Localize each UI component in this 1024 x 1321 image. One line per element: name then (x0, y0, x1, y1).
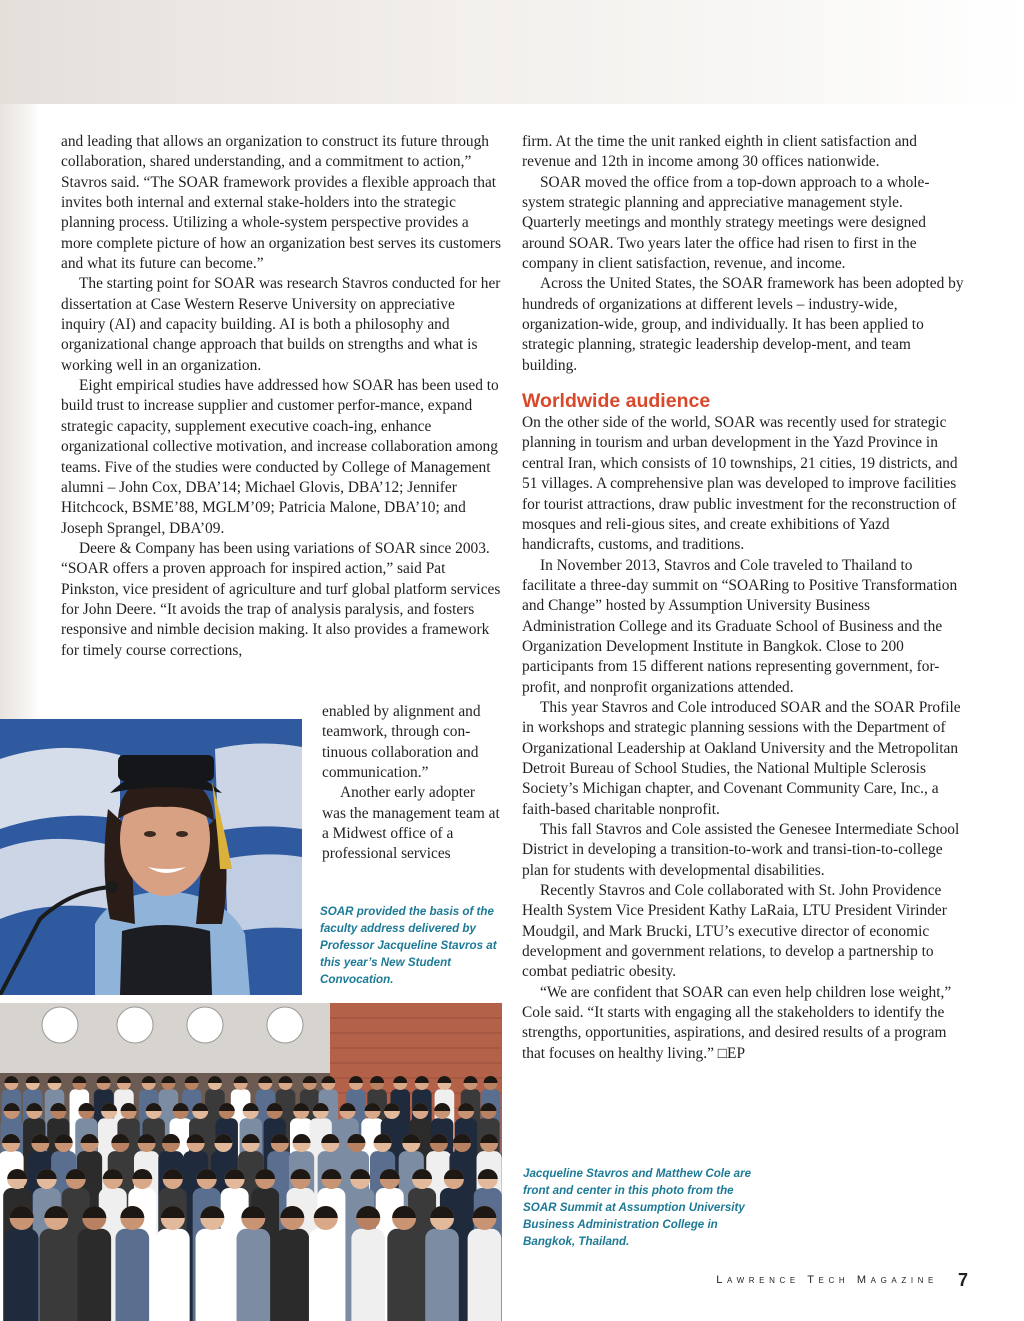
left-narrow-column (322, 702, 502, 865)
paragraph: In November 2013, Stavros and Cole traveled to Thailand to facilitate a three-day summit on “SOARing to Positive Transformation and Change” hosted by Assumption University Business Administration College and its Graduate School of Business and the Organization Development Institute in Bangkok. Close to 200 participants from 15 different nations representing government, for-profit, and nonprofit organizations attended. (522, 556, 958, 696)
paragraph: This year Stavros and Cole introduced SOAR and the SOAR Profile in workshops and strategic planning sessions with the Department of Organizational Leadership at Oakland University and the Metropolitan Detroit Bureau of School Studies, the National Multiple Sclerosis Society’s Michigan chapter, and Covenant Community Care, Inc., a faith-based charitable nonprofit. (522, 698, 961, 818)
magazine-name: Lawrence Tech Magazine (716, 1274, 938, 1286)
crowd-group (0, 1076, 502, 1321)
paragraph: Recently Stavros and Cole collaborated with St. John Providence Health System Vice President Kathy LaRaia, LTU President Virinder Moudgil, and Mark Brucki, LTU’s executive director of economic development and government relations, to develop a partnership to combat pediatric obesity. (522, 882, 947, 981)
page-number: 7 (957, 1269, 968, 1290)
group-photo (0, 1003, 502, 1321)
paragraph: This fall Stavros and Cole assisted the Genesee Intermediate School District in developing a transition-to-work and transi-tion-to-college plan for students with developmental disabilities. (522, 821, 960, 879)
section-subhead: Worldwide audience (522, 390, 711, 413)
paragraph: Another early adopter was the management team at a Midwest office of a professional services (322, 784, 500, 863)
paragraph: enabled by alignment and teamwork, through con-tinuous collaboration and communication.” (322, 703, 481, 782)
page-footer (638, 1270, 968, 1290)
paragraph: On the other side of the world, SOAR was recently used for strategic planning in tourism and urban development in the Yazd Province in central Iran, which consists of 10 townships, 21 cities, 19 districts, and 51 villages. A comprehensive plan was developed to improve facilities for tourist attractions, draw public investment for the reconstruction of mosques and reli-gious sites, and create exhibitions of Yazd handicrafts, customs, and traditions. (522, 414, 958, 554)
right-column (522, 132, 964, 1064)
paragraph: Deere & Company has been using variations of SOAR since 2003. “SOAR offers a proven approach for inspired action,” said Pat Pinkston, vice president of agriculture and turf global platform services for John Deere. “It avoids the trap of analysis paralysis, and fosters responsive and nimble decision making. It also provides a framework for timely course corrections, (61, 539, 501, 659)
photo-caption-1: SOAR provided the basis of the faculty address delivered by Professor Jacqueline Stavros at this year’s New Student Convocation. (320, 905, 497, 986)
left-margin-band (0, 104, 40, 724)
paragraph: The starting point for SOAR was research Stavros conducted for her dissertation at Case Western Reserve University on appreciative inquiry (AI) and capacity building. AI is both a philosophy and organizational change approach that builds on strengths and what is working well in an organization. (61, 275, 501, 374)
photo-caption-2: Jacqueline Stavros and Matthew Cole are front and center in this photo from the SOAR Summit at Assumption University Business Administration College in Bangkok, Thailand. (523, 1167, 752, 1248)
speaker-photo (0, 719, 302, 995)
paragraph: “We are confident that SOAR can even help children lose weight,” Cole said. “It starts with engaging all the stakeholders to identify the strengths, opportunities, aspirations, and desired results of a program that focuses on healthy living.” □EP (522, 983, 952, 1062)
speaker-illustration (0, 719, 302, 995)
group-illustration (0, 1003, 502, 1321)
paragraph: SOAR moved the office from a top-down approach to a whole-system strategic planning and appreciative management style. Quarterly meetings and monthly strategy meetings were designed around SOAR. Two years later the office had risen to first in the company in client satisfaction, revenue, and income. (522, 173, 930, 273)
paragraph: firm. At the time the unit ranked eighth in client satisfaction and revenue and 12th in income among 30 offices nationwide. (522, 133, 917, 171)
header-band (0, 0, 1024, 104)
left-column (61, 132, 501, 661)
paragraph: and leading that allows an organization to construct its future through collaboration, shared understanding, and a commitment to action,” Stavros said. “The SOAR framework provides a flexible approach that invites both internal and external stake-holders into the strategic planning process. Utilizing a whole-system perspective provides a more complete picture of how an organization best serves its customers and what its future can become.” (61, 133, 501, 273)
paragraph: Across the United States, the SOAR framework has been adopted by hundreds of organizations at different levels – industry-wide, organization-wide, group, and individually. It has been applied to strategic planning, strategic leadership develop-ment, and team building. (522, 275, 964, 374)
paragraph: Eight empirical studies have addressed how SOAR has been used to build trust to increase supplier and customer perfor-mance, expand strategic capacity, supplement executive coach-ing, enhance organizational collective motivation, and increase collaboration among teams. Five of the studies were conducted by College of Management alumni – John Cox, DBA’14; Michael Glovis, DBA’12; Jennifer Hitchcock, BSME’88, MGLM’09; Patricia Malone, DBA’10; and Joseph Sprangel, DBA’09. (61, 377, 499, 537)
